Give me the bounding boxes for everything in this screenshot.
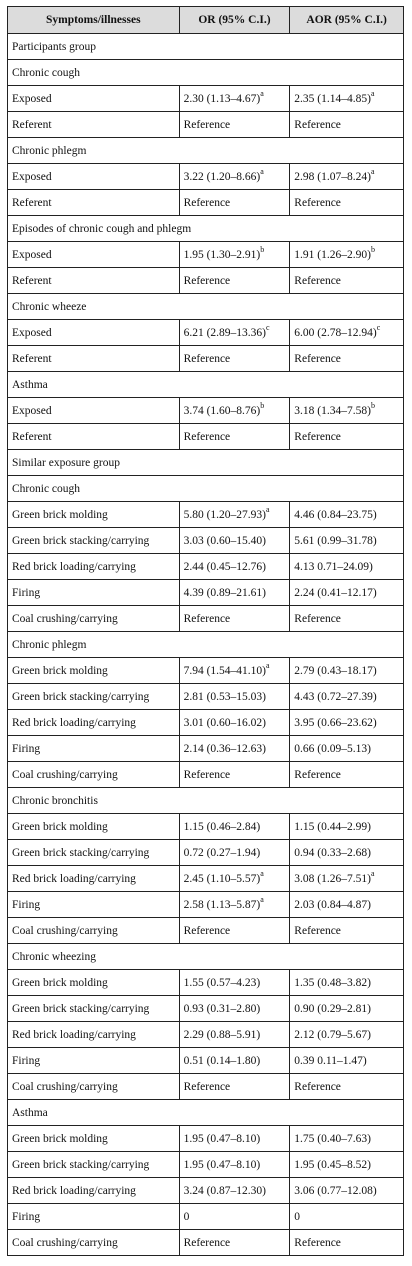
aor-value: 3.06 (0.77–12.08) <box>294 1184 377 1197</box>
section-label: Chronic phlegm <box>8 138 404 164</box>
or-value: 3.74 (1.60–8.76) <box>183 404 261 417</box>
table-header <box>8 7 404 34</box>
table-row <box>8 242 404 268</box>
row-label: Firing <box>8 1204 180 1230</box>
aor-cell <box>290 762 404 788</box>
or-cell <box>179 1022 290 1048</box>
section-label: Participants group <box>8 34 404 60</box>
section-row <box>8 294 404 320</box>
row-label: Green brick molding <box>8 658 180 684</box>
or-value: 5.80 (1.20–27.93) <box>183 508 266 521</box>
aor-cell <box>290 1204 404 1230</box>
aor-value: Reference <box>294 274 341 287</box>
aor-cell <box>290 684 404 710</box>
or-cell <box>179 268 290 294</box>
aor-cell <box>290 242 404 268</box>
aor-significance-marker: a <box>370 88 375 98</box>
aor-value: Reference <box>294 1080 341 1093</box>
or-value: 2.14 (0.36–12.63) <box>183 742 266 755</box>
aor-cell <box>290 502 404 528</box>
aor-value: Reference <box>294 612 341 625</box>
aor-cell <box>290 1230 404 1256</box>
or-value: 0 <box>183 1210 190 1223</box>
aor-value: 4.46 (0.84–23.75) <box>294 508 377 521</box>
aor-cell <box>290 892 404 918</box>
or-significance-marker: a <box>265 660 270 670</box>
aor-cell <box>290 580 404 606</box>
or-value: 1.95 (0.47–8.10) <box>183 1132 261 1145</box>
aor-cell <box>290 398 404 424</box>
or-cell <box>179 762 290 788</box>
or-cell <box>179 814 290 840</box>
or-cell <box>179 424 290 450</box>
section-row <box>8 632 404 658</box>
or-value: 3.24 (0.87–12.30) <box>183 1184 266 1197</box>
row-label: Firing <box>8 1048 180 1074</box>
table-row <box>8 86 404 112</box>
row-label: Firing <box>8 580 180 606</box>
table-row <box>8 346 404 372</box>
or-value: 0.51 (0.14–1.80) <box>183 1054 261 1067</box>
or-value: 2.29 (0.88–5.91) <box>183 1028 261 1041</box>
row-label: Referent <box>8 190 180 216</box>
row-label: Firing <box>8 736 180 762</box>
table-row <box>8 1178 404 1204</box>
row-label: Exposed <box>8 242 180 268</box>
section-row <box>8 1100 404 1126</box>
table-row <box>8 164 404 190</box>
aor-cell <box>290 268 404 294</box>
aor-value: Reference <box>294 1236 341 1249</box>
or-value: Reference <box>183 274 231 287</box>
row-label: Exposed <box>8 164 180 190</box>
table-row <box>8 762 404 788</box>
or-cell <box>179 1178 290 1204</box>
table-row <box>8 918 404 944</box>
or-value: 4.39 (0.89–21.61) <box>183 586 266 599</box>
row-label: Green brick stacking/carrying <box>8 840 180 866</box>
row-label: Green brick molding <box>8 1126 180 1152</box>
aor-value: 6.00 (2.78–12.94) <box>294 326 377 339</box>
or-cell <box>179 242 290 268</box>
row-label: Referent <box>8 112 180 138</box>
or-value: 3.03 (0.60–15.40) <box>183 534 266 547</box>
table-row <box>8 684 404 710</box>
section-row <box>8 138 404 164</box>
table-row <box>8 268 404 294</box>
aor-significance-marker: a <box>370 868 375 878</box>
aor-value: 2.24 (0.41–12.17) <box>294 586 377 599</box>
or-value: 0.72 (0.27–1.94) <box>183 846 261 859</box>
table-row <box>8 580 404 606</box>
row-label: Exposed <box>8 86 180 112</box>
or-value: 2.58 (1.13–5.87) <box>183 898 261 911</box>
section-row <box>8 944 404 970</box>
aor-value: Reference <box>294 118 341 131</box>
table-row <box>8 710 404 736</box>
section-label: Chronic wheezing <box>8 944 404 970</box>
table-row <box>8 502 404 528</box>
or-cell <box>179 710 290 736</box>
aor-value: 0.66 (0.09–5.13) <box>294 742 371 755</box>
section-label: Chronic bronchitis <box>8 788 404 814</box>
or-cell <box>179 1126 290 1152</box>
or-value: 1.15 (0.46–2.84) <box>183 820 261 833</box>
table-row <box>8 892 404 918</box>
row-label: Coal crushing/carrying <box>8 606 180 632</box>
section-label: Similar exposure group <box>8 450 404 476</box>
row-label: Exposed <box>8 398 180 424</box>
or-value: 0.93 (0.31–2.80) <box>183 1002 261 1015</box>
header-or: OR (95% C.I.) <box>179 7 290 34</box>
or-cell <box>179 580 290 606</box>
aor-value: Reference <box>294 430 341 443</box>
header-row <box>8 7 404 34</box>
aor-value: 3.18 (1.34–7.58) <box>294 404 371 417</box>
aor-cell <box>290 658 404 684</box>
row-label: Red brick loading/carrying <box>8 554 180 580</box>
table-row <box>8 996 404 1022</box>
or-significance-marker: a <box>265 504 270 514</box>
row-label: Green brick molding <box>8 814 180 840</box>
or-cell <box>179 86 290 112</box>
or-cell <box>179 1074 290 1100</box>
aor-value: 0 <box>294 1210 301 1223</box>
or-value: 2.45 (1.10–5.57) <box>183 872 261 885</box>
or-value: Reference <box>183 118 231 131</box>
aor-value: 4.13 0.71–24.09) <box>294 560 373 573</box>
aor-value: 1.15 (0.44–2.99) <box>294 820 371 833</box>
or-cell <box>179 1204 290 1230</box>
aor-value: 5.61 (0.99–31.78) <box>294 534 377 547</box>
row-label: Red brick loading/carrying <box>8 1022 180 1048</box>
or-significance-marker: b <box>260 400 265 410</box>
or-cell <box>179 554 290 580</box>
aor-cell <box>290 918 404 944</box>
aor-significance-marker: a <box>370 166 375 176</box>
header-aor: AOR (95% C.I.) <box>290 7 404 34</box>
section-label: Chronic wheeze <box>8 294 404 320</box>
aor-significance-marker: c <box>376 322 381 332</box>
or-cell <box>179 502 290 528</box>
aor-cell <box>290 112 404 138</box>
row-label: Green brick stacking/carrying <box>8 1152 180 1178</box>
row-label: Firing <box>8 892 180 918</box>
section-row <box>8 450 404 476</box>
table-row <box>8 320 404 346</box>
aor-cell <box>290 1022 404 1048</box>
aor-cell <box>290 164 404 190</box>
row-label: Coal crushing/carrying <box>8 762 180 788</box>
table-row <box>8 840 404 866</box>
table-row <box>8 658 404 684</box>
section-label: Asthma <box>8 1100 404 1126</box>
row-label: Referent <box>8 268 180 294</box>
table-row <box>8 736 404 762</box>
section-row <box>8 788 404 814</box>
or-cell <box>179 112 290 138</box>
section-label: Chronic cough <box>8 476 404 502</box>
or-cell <box>179 1152 290 1178</box>
table-row <box>8 424 404 450</box>
or-cell <box>179 840 290 866</box>
or-significance-marker: b <box>260 244 265 254</box>
table-row <box>8 190 404 216</box>
odds-ratio-table <box>7 6 404 1256</box>
aor-value: 1.91 (1.26–2.90) <box>294 248 371 261</box>
section-label: Chronic phlegm <box>8 632 404 658</box>
or-cell <box>179 320 290 346</box>
table-row <box>8 814 404 840</box>
aor-cell <box>290 190 404 216</box>
row-label: Red brick loading/carrying <box>8 710 180 736</box>
aor-cell <box>290 424 404 450</box>
or-value: 7.94 (1.54–41.10) <box>183 664 266 677</box>
aor-cell <box>290 320 404 346</box>
table-row <box>8 1126 404 1152</box>
table-row <box>8 1230 404 1256</box>
row-label: Coal crushing/carrying <box>8 1230 180 1256</box>
header-symptoms: Symptoms/illnesses <box>8 7 180 34</box>
aor-cell <box>290 710 404 736</box>
or-significance-marker: a <box>260 88 264 98</box>
aor-cell <box>290 970 404 996</box>
row-label: Coal crushing/carrying <box>8 918 180 944</box>
aor-cell <box>290 840 404 866</box>
row-label: Green brick stacking/carrying <box>8 996 180 1022</box>
aor-value: 2.98 (1.07–8.24) <box>294 170 371 183</box>
aor-value: 3.08 (1.26–7.51) <box>294 872 371 885</box>
aor-value: 1.75 (0.40–7.63) <box>294 1132 371 1145</box>
or-value: Reference <box>183 1236 231 1249</box>
aor-cell <box>290 996 404 1022</box>
aor-value: 1.95 (0.45–8.52) <box>294 1158 371 1171</box>
aor-cell <box>290 866 404 892</box>
table-body <box>8 34 404 1256</box>
or-value: 1.55 (0.57–4.23) <box>183 976 261 989</box>
row-label: Coal crushing/carrying <box>8 1074 180 1100</box>
or-significance-marker: a <box>260 868 264 878</box>
or-value: 2.44 (0.45–12.76) <box>183 560 266 573</box>
row-label: Red brick loading/carrying <box>8 1178 180 1204</box>
or-cell <box>179 892 290 918</box>
row-label: Exposed <box>8 320 180 346</box>
or-significance-marker: a <box>260 166 264 176</box>
section-row <box>8 476 404 502</box>
table-row <box>8 1204 404 1230</box>
or-value: 6.21 (2.89–13.36) <box>183 326 266 339</box>
aor-cell <box>290 554 404 580</box>
or-value: 1.95 (0.47–8.10) <box>183 1158 261 1171</box>
row-label: Green brick stacking/carrying <box>8 684 180 710</box>
table-row <box>8 112 404 138</box>
or-cell <box>179 346 290 372</box>
section-row <box>8 372 404 398</box>
or-cell <box>179 658 290 684</box>
aor-cell <box>290 1048 404 1074</box>
or-cell <box>179 398 290 424</box>
table-row <box>8 606 404 632</box>
or-value: Reference <box>183 196 231 209</box>
aor-value: Reference <box>294 196 341 209</box>
table-row <box>8 1074 404 1100</box>
section-label: Chronic cough <box>8 60 404 86</box>
aor-value: Reference <box>294 924 341 937</box>
section-label: Asthma <box>8 372 404 398</box>
or-value: 3.01 (0.60–16.02) <box>183 716 266 729</box>
or-cell <box>179 918 290 944</box>
or-cell <box>179 996 290 1022</box>
or-value: 2.30 (1.13–4.67) <box>183 92 261 105</box>
aor-value: 2.03 (0.84–4.87) <box>294 898 371 911</box>
or-cell <box>179 736 290 762</box>
aor-cell <box>290 736 404 762</box>
or-cell <box>179 528 290 554</box>
table-row <box>8 866 404 892</box>
section-row <box>8 34 404 60</box>
aor-value: Reference <box>294 768 341 781</box>
or-value: 1.95 (1.30–2.91) <box>183 248 261 261</box>
aor-cell <box>290 1178 404 1204</box>
table-row <box>8 970 404 996</box>
aor-significance-marker: b <box>370 400 375 410</box>
aor-cell <box>290 86 404 112</box>
aor-significance-marker: b <box>370 244 375 254</box>
table-row <box>8 1048 404 1074</box>
or-cell <box>179 970 290 996</box>
table-row <box>8 554 404 580</box>
row-label: Red brick loading/carrying <box>8 866 180 892</box>
aor-cell <box>290 606 404 632</box>
or-value: Reference <box>183 612 231 625</box>
row-label: Referent <box>8 346 180 372</box>
aor-cell <box>290 346 404 372</box>
aor-value: 1.35 (0.48–3.82) <box>294 976 371 989</box>
aor-value: 4.43 (0.72–27.39) <box>294 690 377 703</box>
row-label: Green brick molding <box>8 970 180 996</box>
or-cell <box>179 684 290 710</box>
or-value: Reference <box>183 1080 231 1093</box>
or-value: Reference <box>183 430 231 443</box>
section-row <box>8 216 404 242</box>
aor-value: Reference <box>294 352 341 365</box>
row-label: Green brick molding <box>8 502 180 528</box>
or-cell <box>179 164 290 190</box>
section-row <box>8 60 404 86</box>
or-value: Reference <box>183 352 231 365</box>
aor-cell <box>290 1074 404 1100</box>
or-significance-marker: c <box>265 322 270 332</box>
table-row <box>8 1022 404 1048</box>
or-cell <box>179 606 290 632</box>
aor-value: 2.35 (1.14–4.85) <box>294 92 371 105</box>
table-row <box>8 528 404 554</box>
or-cell <box>179 1230 290 1256</box>
or-significance-marker: a <box>260 894 264 904</box>
row-label: Green brick stacking/carrying <box>8 528 180 554</box>
aor-value: 0.90 (0.29–2.81) <box>294 1002 371 1015</box>
or-value: Reference <box>183 768 231 781</box>
or-cell <box>179 866 290 892</box>
aor-value: 0.39 0.11–1.47) <box>294 1054 367 1067</box>
table-row <box>8 1152 404 1178</box>
aor-value: 3.95 (0.66–23.62) <box>294 716 377 729</box>
aor-cell <box>290 1152 404 1178</box>
or-cell <box>179 190 290 216</box>
aor-value: 0.94 (0.33–2.68) <box>294 846 371 859</box>
aor-value: 2.12 (0.79–5.67) <box>294 1028 371 1041</box>
aor-cell <box>290 814 404 840</box>
row-label: Referent <box>8 424 180 450</box>
section-label: Episodes of chronic cough and phlegm <box>8 216 404 242</box>
or-value: 2.81 (0.53–15.03) <box>183 690 266 703</box>
table-row <box>8 398 404 424</box>
aor-cell <box>290 528 404 554</box>
or-cell <box>179 1048 290 1074</box>
or-value: Reference <box>183 924 231 937</box>
or-value: 3.22 (1.20–8.66) <box>183 170 261 183</box>
aor-cell <box>290 1126 404 1152</box>
aor-value: 2.79 (0.43–18.17) <box>294 664 377 677</box>
